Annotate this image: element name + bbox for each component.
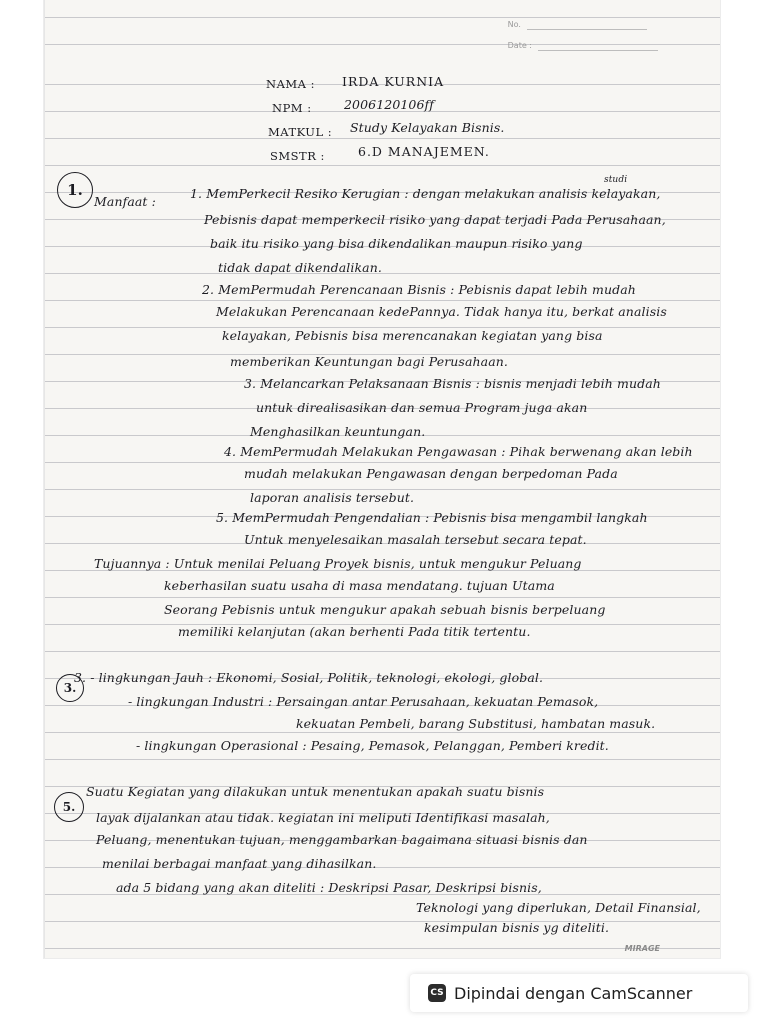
q1-line-16: Untuk menyelesaikan masalah tersebut secara tepat. (244, 532, 587, 547)
q1-line-11: Menghasilkan keuntungan. (250, 424, 426, 439)
tujuan-line-1: Tujuannya : Untuk menilai Peluang Proyek bisnis, untuk mengukur Peluang (94, 556, 582, 571)
q3-line-2: - lingkungan Industri : Persaingan antar Perusahaan, kekuatan Pemasok, (128, 694, 599, 709)
q5-line-2: layak dijalankan atau tidak. kegiatan ini meliputi Identifikasi masalah, (96, 810, 550, 825)
q5-line-1: Suatu Kegiatan yang dilakukan untuk menentukan apakah suatu bisnis (86, 784, 545, 799)
q1-line-12: 4. MemPermudah Melakukan Pengawasan : Pihak berwenang akan lebih (224, 444, 693, 459)
matkul-label: MATKUL : (268, 125, 333, 139)
q5-line-3: Peluang, menentukan tujuan, menggambarkan bagaimana situasi bisnis dan (96, 832, 588, 847)
notebook-brand-mark: MIRAGE (624, 944, 660, 953)
q5-line-7: kesimpulan bisnis yg diteliti. (424, 920, 610, 935)
smstr-label: SMSTR : (270, 149, 325, 163)
q1-line-9: 3. Melancarkan Pelaksanaan Bisnis : bisnis menjadi lebih mudah (244, 376, 661, 391)
page-margin-line (44, 0, 45, 958)
date-label: Date : (507, 41, 532, 50)
q1-line-15: 5. MemPermudah Pengendalian : Pebisnis bisa mengambil langkah (216, 510, 648, 525)
q5-line-4: menilai berbagai manfaat yang dihasilkan. (102, 856, 377, 871)
npm-value: 2006120106ff (344, 97, 434, 112)
q3-line-4: - lingkungan Operasional : Pesaing, Pemasok, Pelanggan, Pemberi kredit. (136, 738, 609, 753)
q1-line-2: Pebisnis dapat memperkecil risiko yang dapat terjadi Pada Perusahaan, (204, 212, 666, 227)
q1-line-3: baik itu risiko yang bisa dikendalikan maupun risiko yang (210, 236, 583, 251)
question-1-circle: 1. (57, 172, 93, 208)
nama-label: NAMA : (266, 77, 315, 91)
q1-insert-studi: studi (604, 175, 628, 185)
q3-line-3: kekuatan Pembeli, barang Substitusi, hambatan masuk. (296, 716, 656, 731)
q1-line-14: laporan analisis tersebut. (250, 490, 415, 505)
no-label: No. (507, 20, 521, 29)
npm-label: NPM : (272, 101, 312, 115)
nama-value: IRDA KURNIA (342, 74, 445, 89)
q5-line-6: Teknologi yang diperlukan, Detail Finansial, (416, 900, 701, 915)
matkul-value: Study Kelayakan Bisnis. (350, 120, 505, 135)
q5-line-5: ada 5 bidang yang akan diteliti : Deskripsi Pasar, Deskripsi bisnis, (116, 880, 542, 895)
q1-line-10: untuk direalisasikan dan semua Program juga akan (256, 400, 588, 415)
tujuan-line-3: Seorang Pebisnis untuk mengukur apakah sebuah bisnis berpeluang (164, 602, 606, 617)
manfaat-label: Manfaat : (94, 194, 156, 209)
q1-line-6: Melakukan Perencanaan kedePannya. Tidak hanya itu, berkat analisis (216, 304, 667, 319)
camscanner-logo: CS (428, 984, 446, 1002)
tujuan-line-2: keberhasilan suatu usaha di masa mendatang. tujuan Utama (164, 578, 555, 593)
q1-line-7: kelayakan, Pebisnis bisa merencanakan kegiatan yang bisa (222, 328, 603, 343)
no-date-field (508, 14, 658, 56)
q1-line-1: 1. MemPerkecil Resiko Kerugian : dengan melakukan analisis kelayakan, (190, 186, 661, 201)
camscanner-banner (410, 974, 748, 1012)
camscanner-text: Dipindai dengan CamScanner (454, 983, 693, 1003)
q1-line-13: mudah melakukan Pengawasan dengan berpedoman Pada (244, 466, 618, 481)
question-3-circle: 3. (56, 674, 84, 702)
question-5-circle: 5. (54, 792, 84, 822)
q1-line-8: memberikan Keuntungan bagi Perusahaan. (230, 354, 508, 369)
q1-line-5: 2. MemPermudah Perencanaan Bisnis : Pebisnis dapat lebih mudah (202, 282, 636, 297)
tujuan-line-4: memiliki kelanjutan (akan berhenti Pada titik tertentu. (178, 624, 531, 639)
q3-line-1: 3. - lingkungan Jauh : Ekonomi, Sosial, Politik, teknologi, ekologi, global. (74, 670, 544, 685)
notebook-page (44, 0, 720, 958)
smstr-value: 6.D MANAJEMEN. (358, 144, 490, 159)
q1-line-4: tidak dapat dikendalikan. (218, 260, 382, 275)
